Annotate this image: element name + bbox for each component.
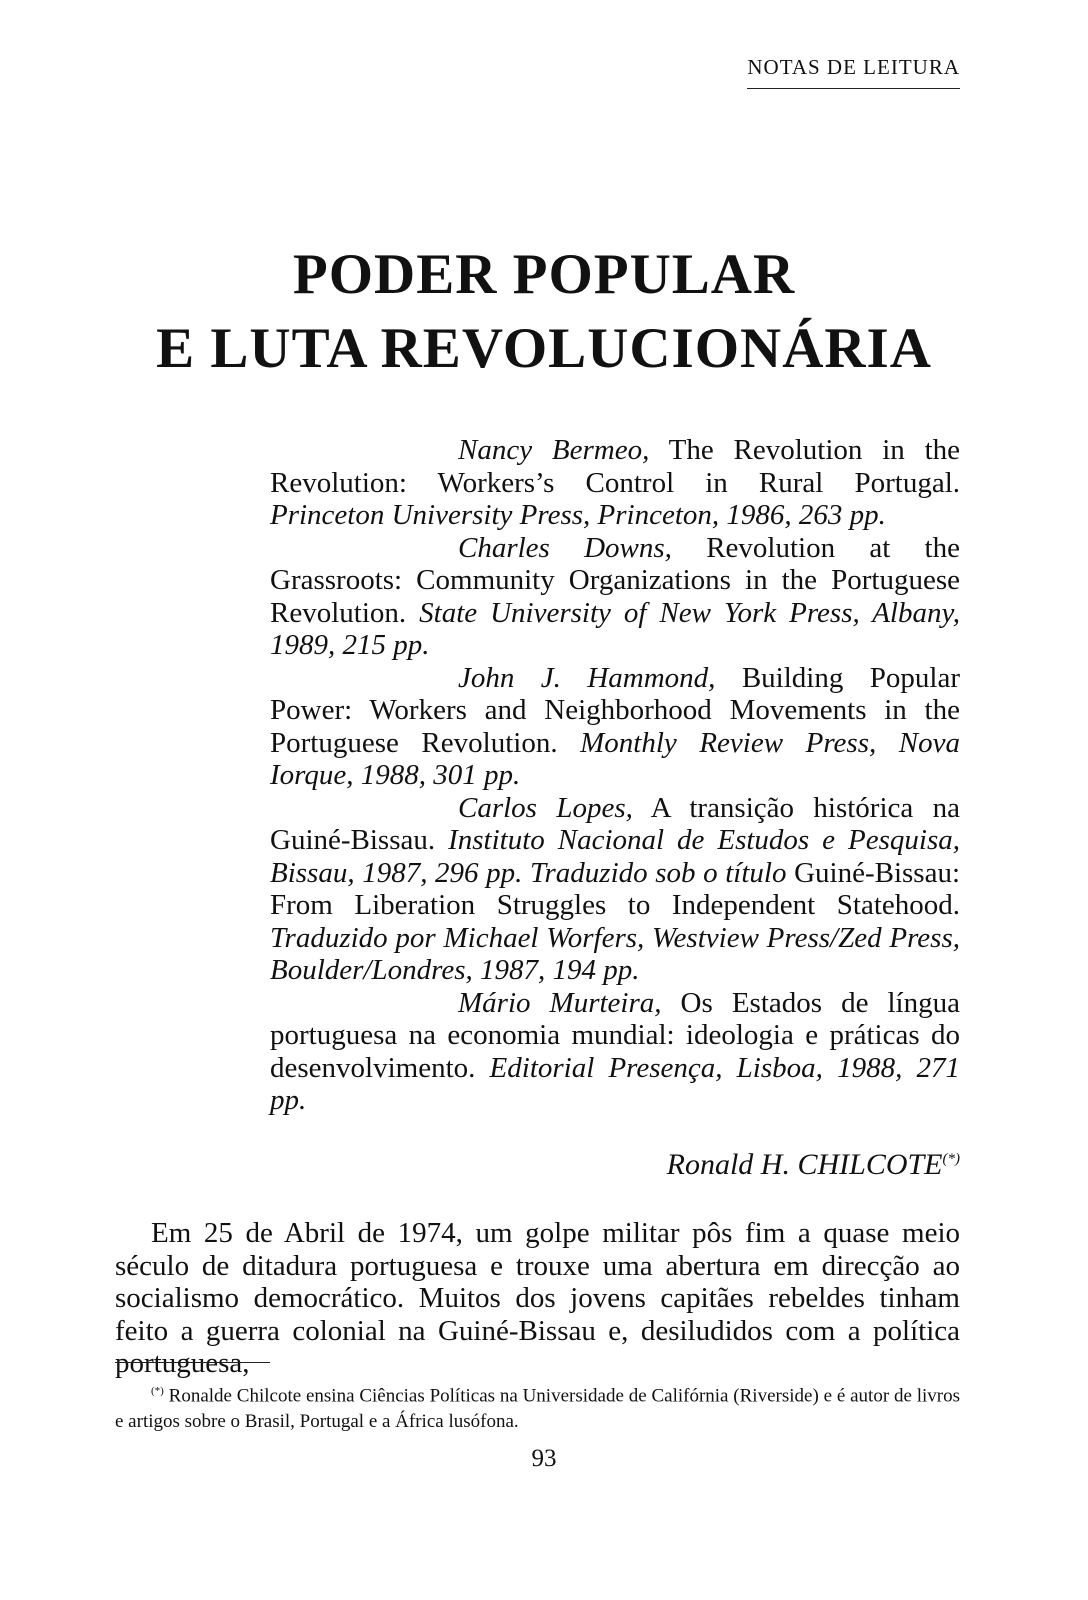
reference-translated-work: Guiné-Bissau: From Liberation Struggles to Independent Statehood. [270,856,960,921]
reference-publisher: Instituto Nacional de Estudos e Pesquisa, Bissau, 1987, 296 pp. Traduzido sob o título [270,824,960,889]
reference-work: The Revolution in the Revolution: Workers’s Control in Rural Portugal. [270,434,961,499]
reviewed-works [270,434,960,1117]
running-head: NOTAS DE LEITURA [747,55,960,89]
title-line-2: E LUTA REVOLUCIONÁRIA [156,317,932,380]
reference-work: A transição histórica na Guiné-Bissau. [270,791,960,856]
reference-item [270,434,960,532]
review-author [667,1148,960,1182]
reference-item [270,987,960,1117]
reference-item [270,662,960,792]
reference-publisher: Monthly Review Press, Nova Iorque, 1988, 301 pp. [270,726,960,791]
reference-publisher: Princeton University Press, Princeton, 1986, 263 pp. [270,499,886,531]
reference-author: Carlos Lopes, [458,791,633,824]
article-title [0,238,1088,386]
reference-author: John J. Hammond, [458,661,716,694]
footnote-divider [115,1362,270,1363]
review-author-name: Ronald H. CHILCOTE [666,1148,943,1181]
footnote [115,1378,960,1435]
reference-item [270,792,960,987]
footnote-mark: (*) [151,1385,164,1397]
reference-item [270,532,960,662]
page-number: 93 [531,1445,557,1472]
footnote-marker: (*) [942,1151,960,1167]
reference-work: Building Popular Power: Workers and Neighborhood Movements in the Portuguese Revolution. [270,661,960,759]
footnote-text: Ronalde Chilcote ensina Ciências Políticas na Universidade de Califórnia (Riverside) e é autor de livros e artigos sobre o Brasil, Portugal e a África lusófona. [115,1385,960,1433]
reference-publisher: Editorial Presença, Lisboa, 1988, 271 pp. [270,1051,960,1116]
reference-publisher: State University of New York Press, Albany, 1989, 215 pp. [270,596,960,661]
reference-work: Os Estados de língua portuguesa na economia mundial: ideologia e práticas do desenvolvimento. [270,986,960,1084]
reference-author: Nancy Bermeo, [458,434,650,466]
body-paragraph: Em 25 de Abril de 1974, um golpe militar pôs fim a quase meio século de ditadura portuguesa e trouxe uma abertura em direcção ao socialismo democrático. Muitos dos jovens capitães rebeldes tinham feito a guerra colonial na Guiné-Bissau e, desiludidos com a política portuguesa, [115,1217,960,1379]
reference-author: Charles Downs, [458,531,672,564]
reference-work: Revolution at the Grassroots: Community Organizations in the Portuguese Revolution. [270,531,960,629]
title-line-1: PODER POPULAR [292,243,796,306]
reference-author: Mário Murteira, [458,986,662,1019]
reference-translation-publisher: Traduzido por Michael Worfers, Westview Press/Zed Press, Boulder/Londres, 1987, 194 pp. [270,921,960,986]
